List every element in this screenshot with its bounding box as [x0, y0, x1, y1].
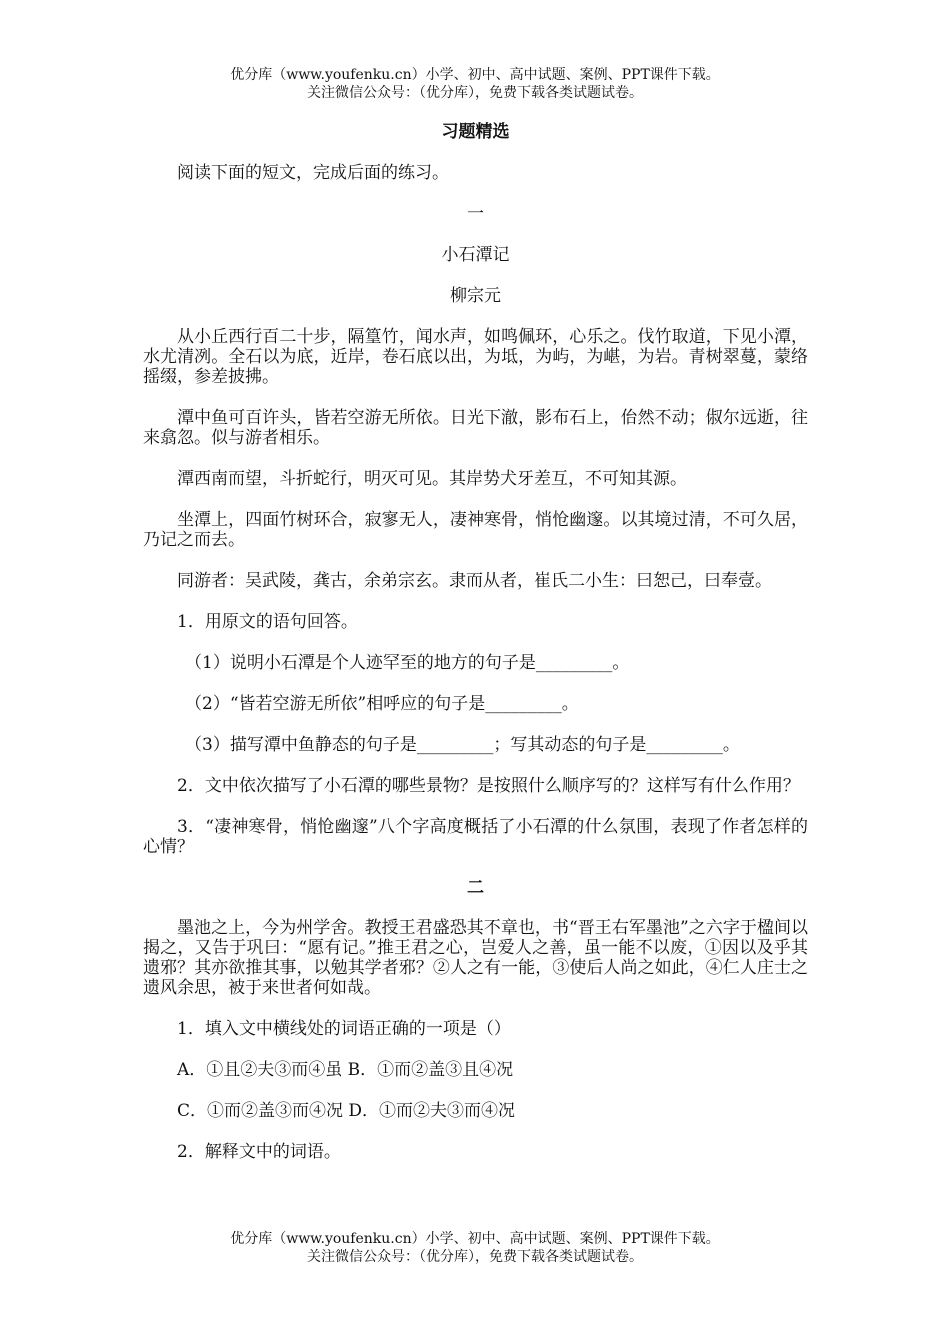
part-1-number: 一	[467, 204, 484, 224]
part-2-question-1: 1．填入文中横线处的词语正确的一项是（）	[177, 1019, 511, 1039]
passage-paragraph: 墨池之上，今为州学舍。教授王君盛恐其不章也，书“晋王右军墨池”之六字于楹间以揭之，又告于巩曰：“愿有记。”推王君之心，岂爱人之善，虽一能不以废，①因以及乎其遗邪？其亦欲推其事，以勉其学者邪？②人之有一能，③使后人尚之如此，④仁人庄士之遗风余思，被于来世者何如哉。	[143, 918, 808, 998]
footer-line-1: 优分库（www.youfenku.cn）小学、初中、高中试题、案例、PPT课件下载。	[230, 1231, 720, 1247]
essay-paragraph: 坐潭上，四面竹树环合，寂寥无人，凄神寒骨，悄怆幽邃。以其境过清，不可久居，乃记之而去。	[143, 510, 808, 550]
question-1-2: （2）“皆若空游无所依”相呼应的句子是_________。	[185, 694, 579, 714]
essay-paragraph: 从小丘西行百二十步，隔篁竹，闻水声，如鸣佩环，心乐之。伐竹取道，下见小潭，水尤清冽。全石以为底，近岸，卷石底以出，为坻，为屿，为嵁，为岩。青树翠蔓，蒙络摇缀，参差披拂。	[143, 327, 808, 387]
page-title: 习题精选	[441, 122, 510, 142]
question-2: 2．文中依次描写了小石潭的哪些景物？是按照什么顺序写的？这样写有什么作用？	[177, 776, 800, 796]
footer-line-2: 关注微信公众号：（优分库），免费下载各类试题试卷。	[307, 1249, 643, 1265]
question-1-1: （1）说明小石潭是个人迹罕至的地方的句子是_________。	[185, 653, 630, 673]
essay-title: 小石潭记	[441, 245, 510, 265]
page-header	[0, 66, 950, 102]
options-a-b: A．①且②夫③而④虽 B．①而②盖③且④况	[177, 1060, 514, 1080]
essay-paragraph: 潭中鱼可百许头，皆若空游无所依。日光下澈，影布石上，佁然不动；俶尔远逝，往来翕忽。似与游者相乐。	[143, 408, 808, 448]
options-c-d: C．①而②盖③而④况 D．①而②夫③而④况	[177, 1101, 516, 1121]
essay-paragraph: 潭西南而望，斗折蛇行，明灭可见。其岸势犬牙差互，不可知其源。	[177, 469, 687, 489]
header-line-2: 关注微信公众号：（优分库），免费下载各类试题试卷。	[307, 85, 643, 101]
question-3: 3．“凄神寒骨，悄怆幽邃”八个字高度概括了小石潭的什么氛围，表现了作者怎样的心情？	[143, 817, 808, 857]
essay-paragraph: 同游者：吴武陵，龚古，余弟宗玄。隶而从者，崔氏二小生：曰恕己，曰奉壹。	[177, 571, 772, 591]
document-body	[143, 122, 808, 1183]
essay-author: 柳宗元	[450, 286, 501, 306]
question-1-3: （3）描写潭中鱼静态的句子是_________；写其动态的句子是_________。	[185, 735, 740, 755]
header-line-1: 优分库（www.youfenku.cn）小学、初中、高中试题、案例、PPT课件下载。	[230, 67, 720, 83]
question-1: 1．用原文的语句回答。	[177, 612, 358, 632]
part-2-question-2: 2．解释文中的词语。	[177, 1142, 341, 1162]
intro-text: 阅读下面的短文，完成后面的练习。	[177, 163, 449, 183]
part-2-number: 二	[467, 878, 484, 898]
page-footer	[0, 1230, 950, 1266]
